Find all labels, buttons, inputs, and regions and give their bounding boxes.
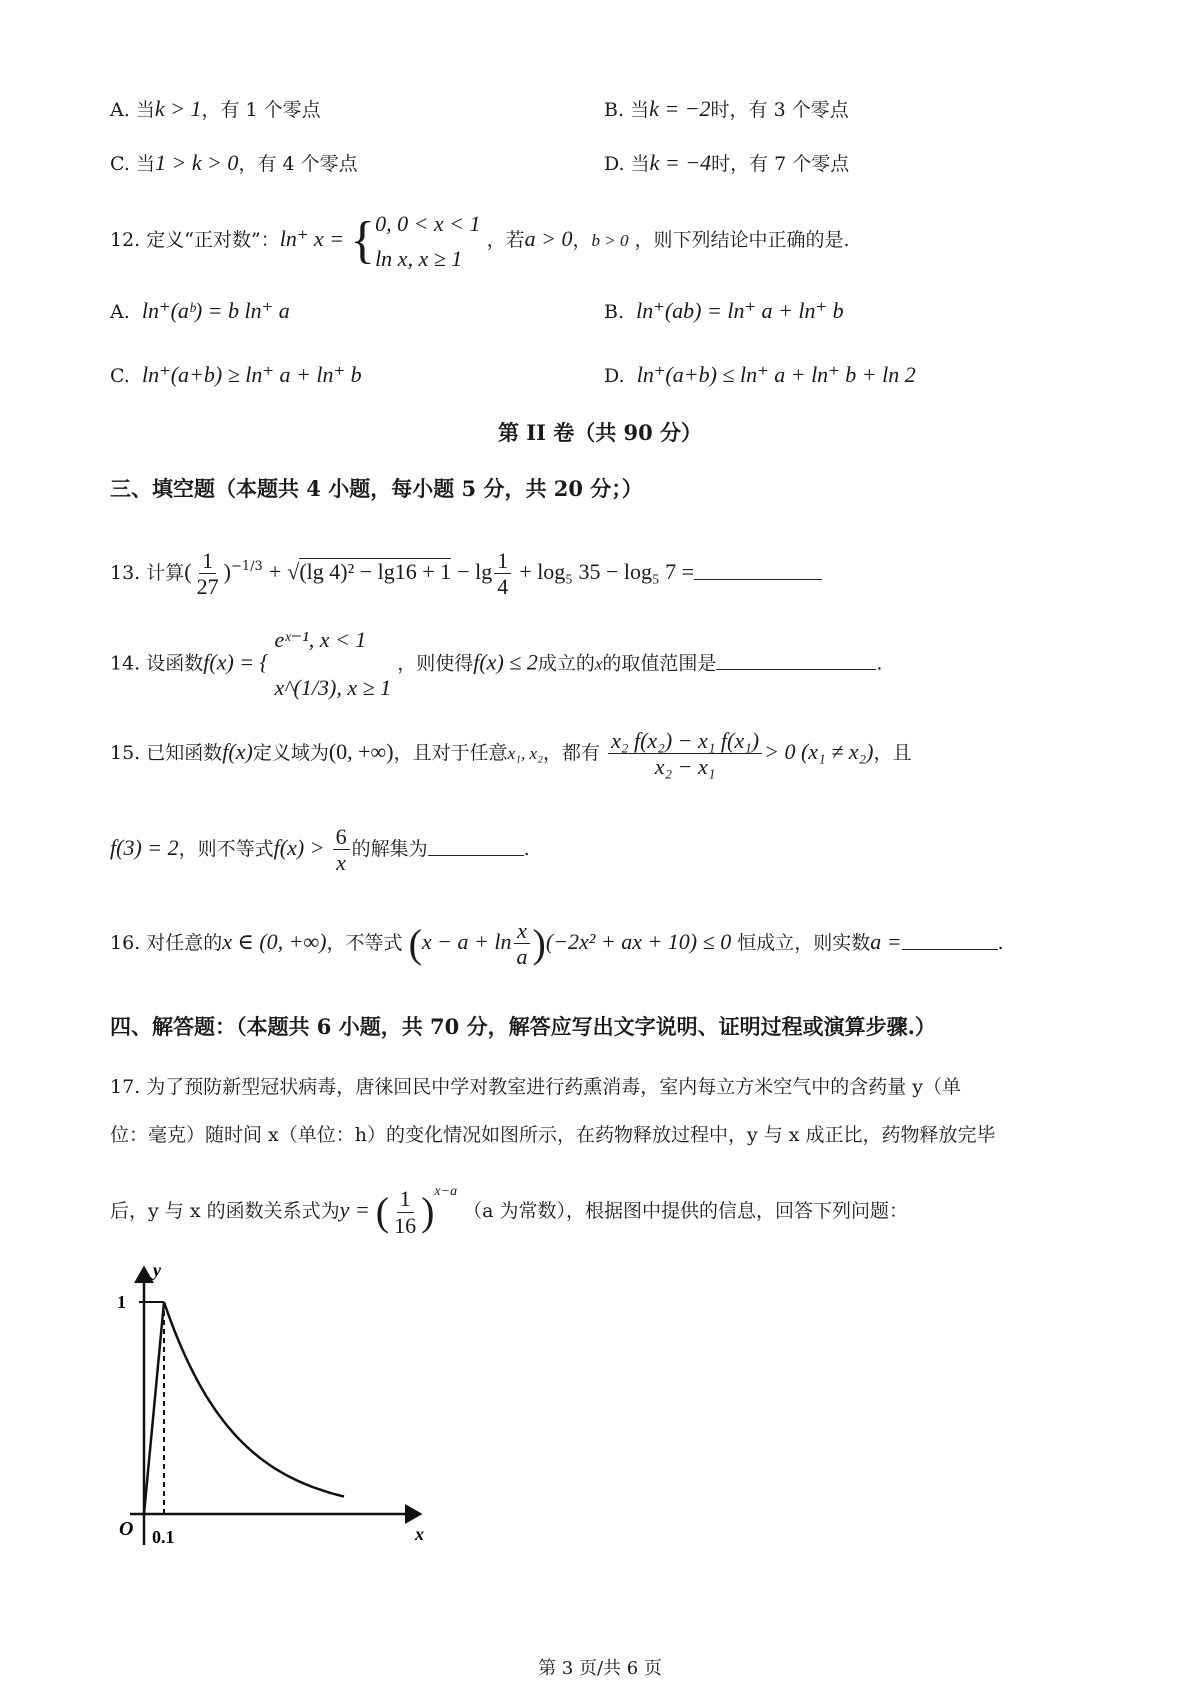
q12-option-d: D. ln⁺(a+b) ≤ ln⁺ a + ln⁺ b + ln 2 [604, 362, 916, 387]
section-4-title: 四、解答题：（本题共 6 小题，共 70 分，解答应写出文字说明、证明过程或演算步骤.） [110, 1014, 936, 1039]
q17-figure [115, 1250, 435, 1550]
q12-option-a: A. ln⁺(aᵇ) = b ln⁺ a [110, 298, 290, 323]
x-tick-label: 0.1 [152, 1527, 175, 1547]
section-3-title: 三、填空题（本题共 4 小题，每小题 5 分，共 20 分；） [110, 476, 643, 501]
y-axis-label: y [153, 1260, 161, 1280]
question-12: 12. 定义“正对数”：ln⁺ x = { 0, 0 < x < 1 ln x, x ≥ 1 ，若a > 0，b > 0 ，则下列结论中正确的是. [110, 211, 850, 272]
part-2-title: 第 II 卷（共 90 分） [497, 420, 703, 445]
q11-option-b: B. 当k = −2时，有 3 个零点 [604, 96, 849, 121]
y-tick-label: 1 [117, 1292, 126, 1312]
series-decay [164, 1302, 344, 1497]
q11-option-d: D. 当k = −4时，有 7 个零点 [604, 150, 850, 175]
question-15-line-1: 15. 已知函数f(x)定义域为(0, +∞)，且对于任意x₁, x₂，都有 $\frac{\text{x₂ f(x₂) − x₁ f(x₁)}}{\text{x₂ − x₁}}$ > 0 (x₁ ≠ x₂)，且 [110, 728, 912, 780]
question-17-line-3: 后，y 与 x 的函数关系式为y = ( $\frac{1}{16}$ )$^{x-a}$ （a 为常数），根据图中提供的信息，回答下列问题： [110, 1184, 908, 1238]
q12-option-c: C. ln⁺(a+b) ≥ ln⁺ a + ln⁺ b [110, 362, 362, 387]
q12-option-b: B. ln⁺(ab) = ln⁺ a + ln⁺ b [604, 298, 844, 323]
question-14: 14. 设函数f(x) = { eˣ⁻¹, x < 1 x^(1/3), x ≥ 1 ，则使得f(x) ≤ 2成立的x的取值范围是 . [110, 627, 883, 701]
question-15-line-2: f(3) = 2，则不等式f(x) > $\frac{6}{x}$ 的解集为 . [110, 824, 530, 876]
question-17-line-2: 位：毫克）随时间 x（单位：h）的变化情况如图所示，在药物释放过程中，y 与 x 成正比，药物释放完毕 [110, 1124, 996, 1146]
origin-label: O [119, 1518, 134, 1540]
q11-option-c: C. 当1 > k > 0，有 4 个零点 [110, 150, 358, 175]
series-release [144, 1302, 164, 1514]
question-16: 16. 对任意的x ∈ (0, +∞)，不等式 (x − a + ln $\frac{x}{a}$ )(−2x² + ax + 10) ≤ 0 恒成立，则实数a = . [110, 918, 1004, 970]
q11-option-a: A. 当k > 1，有 1 个零点 [110, 96, 321, 121]
x-axis-label: x [415, 1524, 424, 1544]
question-13: 13. 计算( $\frac{1}{27}$ )$^{-1/3}$ + √(lg 4)² − lg16 + 1 − lg $\frac{1}{4}$ + log₅ 35 − log₅ 7 = [110, 548, 822, 600]
page-footer: 第 3 页/共 6 页 [538, 1658, 662, 1679]
question-17-line-1: 17. 为了预防新型冠状病毒，唐徕回民中学对教室进行药熏消毒，室内每立方米空气中的含药量 y（单 [110, 1076, 962, 1098]
